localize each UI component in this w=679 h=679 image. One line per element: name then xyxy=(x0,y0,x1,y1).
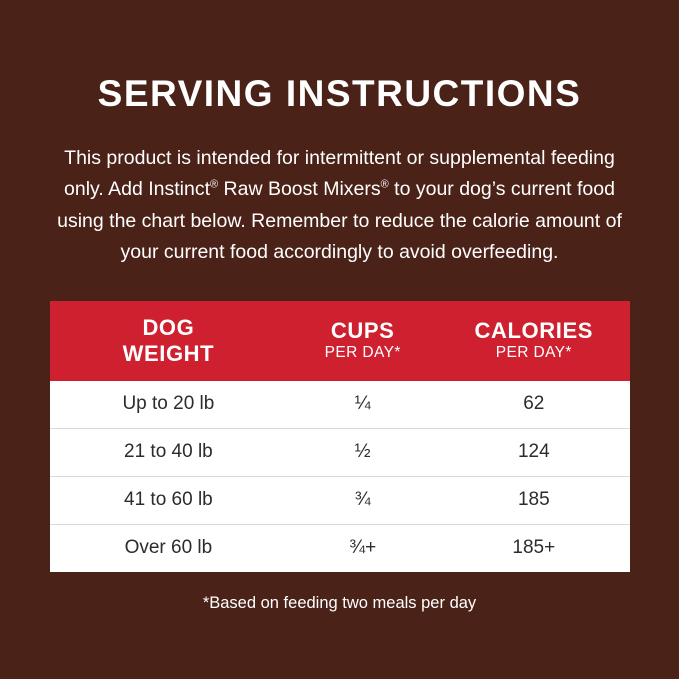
table-header-row xyxy=(50,301,630,381)
page-title: SERVING INSTRUCTIONS xyxy=(97,73,582,114)
intro-line-2-part-a: only. Add Instinct xyxy=(64,178,210,201)
column-header-dog-weight xyxy=(50,301,288,381)
feeding-chart xyxy=(50,301,630,572)
table-body xyxy=(50,381,630,572)
registered-mark-1: ® xyxy=(210,178,219,191)
table-header xyxy=(50,301,630,381)
cell-cups: ½ xyxy=(287,429,438,477)
column-header-calories-main: CALORIES xyxy=(474,318,594,344)
cell-weight: 21 to 40 lb xyxy=(50,429,288,477)
cell-cups: ¾ xyxy=(287,477,438,525)
intro-line-1: This product is intended for intermittent or supplemental feeding xyxy=(64,146,615,169)
table-row xyxy=(50,381,630,429)
intro-line-3: using the chart below. Remember to reduce the calorie amount xyxy=(57,209,601,232)
column-header-calories-sub: PER DAY* xyxy=(495,343,572,361)
cell-calories: 185 xyxy=(438,477,629,525)
column-header-calories xyxy=(438,301,629,381)
table-row xyxy=(50,429,630,477)
cell-weight: Up to 20 lb xyxy=(50,381,288,429)
column-header-dog-weight-line1: DOG xyxy=(142,315,195,340)
intro-line-4: of your current food accordingly to avoid overfeeding. xyxy=(120,209,622,264)
cell-cups: ¾+ xyxy=(287,525,438,573)
cell-cups: ¼ xyxy=(287,381,438,429)
cell-calories: 185+ xyxy=(438,525,629,573)
intro-line-2-part-b: Raw Boost Mixers xyxy=(218,178,381,201)
column-header-cups-main: CUPS xyxy=(330,318,395,344)
intro-paragraph xyxy=(44,143,636,269)
footnote: *Based on feeding two meals per day xyxy=(202,594,477,613)
feeding-table xyxy=(50,301,630,572)
cell-weight: Over 60 lb xyxy=(50,525,288,573)
column-header-dog-weight-line2: WEIGHT xyxy=(122,340,215,366)
registered-mark-2: ® xyxy=(380,178,389,191)
table-row xyxy=(50,477,630,525)
column-header-cups-sub: PER DAY* xyxy=(324,343,401,361)
column-header-cups xyxy=(287,301,438,381)
cell-weight: 41 to 60 lb xyxy=(50,477,288,525)
intro-line-2-part-c: to your dog’s current food xyxy=(388,178,615,201)
table-row xyxy=(50,525,630,573)
cell-calories: 62 xyxy=(438,381,629,429)
cell-calories: 124 xyxy=(438,429,629,477)
